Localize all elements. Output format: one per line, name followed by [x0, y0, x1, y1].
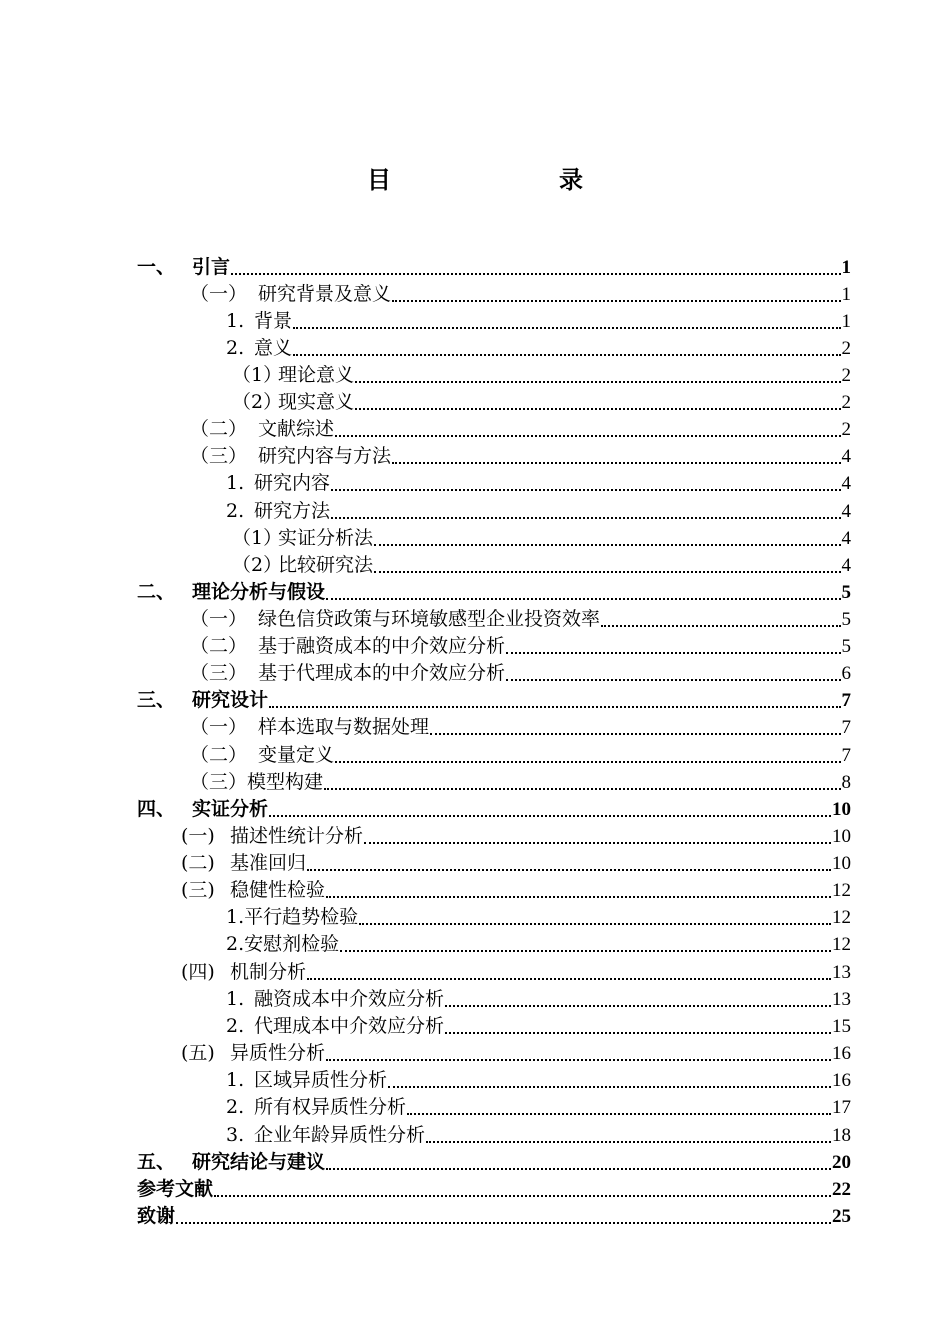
- toc-entry[interactable]: [190, 417, 851, 442]
- dot-leader: [293, 327, 840, 329]
- toc-entry-label: 实证分析法: [278, 527, 374, 549]
- toc-entry-label: 样本选取与数据处理: [258, 716, 430, 738]
- toc-entry-number: （二）: [190, 418, 248, 440]
- toc-entry-page: 4: [841, 501, 851, 522]
- toc-entry-number: 2.: [226, 1015, 245, 1037]
- toc-entry-page: 18: [832, 1125, 851, 1146]
- dot-leader: [335, 761, 840, 763]
- toc-entry-number: （2）: [232, 391, 283, 413]
- toc-entry-number: 一、: [137, 256, 176, 278]
- toc-entry-label: 研究背景及意义: [258, 283, 392, 305]
- toc-entry-number: （2）: [232, 554, 283, 576]
- toc-entry-number: （三）: [190, 662, 248, 684]
- dot-leader: [324, 788, 840, 790]
- toc-entry-label: 参考文献: [137, 1178, 214, 1200]
- toc-entry[interactable]: [137, 1177, 851, 1202]
- toc-entry-page: 17: [832, 1097, 851, 1118]
- dot-leader: [335, 435, 840, 437]
- toc-entry-label: 背景: [254, 310, 293, 332]
- toc-entry-page: 4: [841, 446, 851, 467]
- toc-entry[interactable]: [190, 661, 851, 686]
- toc-entry-page: 7: [841, 717, 851, 738]
- toc-entry-label: 变量定义: [258, 744, 335, 766]
- toc-entry[interactable]: [137, 1204, 851, 1229]
- toc-entry[interactable]: [137, 255, 851, 280]
- toc-entry-label: 基于融资成本的中介效应分析: [258, 635, 506, 657]
- toc-entry-page: 1: [841, 284, 851, 305]
- toc-entry-number: 三、: [137, 689, 176, 711]
- toc-entry-page: 5: [841, 636, 851, 657]
- toc-entry[interactable]: [226, 1014, 851, 1039]
- toc-entry-label: 致谢: [137, 1205, 176, 1227]
- toc-entry-page: 10: [832, 826, 851, 847]
- toc-entry-label: 现实意义: [278, 391, 355, 413]
- toc-entry[interactable]: [226, 932, 851, 957]
- toc-entry-label: 实证分析: [192, 798, 269, 820]
- toc-entry-label: 理论意义: [278, 364, 355, 386]
- toc-entry-label: 研究结论与建议: [192, 1151, 326, 1173]
- toc-entry-page: 4: [841, 473, 851, 494]
- toc-entry-page: 7: [841, 690, 851, 711]
- dot-leader: [331, 489, 840, 491]
- toc-entry-number: (二): [181, 852, 215, 874]
- toc-entry[interactable]: [232, 553, 851, 578]
- toc-entry-number: 2.: [226, 500, 245, 522]
- toc-entry[interactable]: [190, 743, 851, 768]
- toc-entry[interactable]: [181, 878, 851, 903]
- dot-leader: [355, 408, 840, 410]
- toc-entry[interactable]: [226, 1095, 851, 1120]
- dot-leader: [326, 1168, 831, 1170]
- toc-entry-number: （二）: [190, 635, 248, 657]
- toc-entry-page: 5: [841, 582, 851, 603]
- toc-entry-number: (三): [181, 879, 215, 901]
- toc-entry-number: (一): [181, 825, 215, 847]
- toc-entry[interactable]: [226, 499, 851, 524]
- dot-leader: [445, 1032, 831, 1034]
- toc-entry[interactable]: [181, 851, 851, 876]
- toc-entry[interactable]: [226, 987, 851, 1012]
- toc-entry-label: 代理成本中介效应分析: [254, 1015, 445, 1037]
- toc-entry[interactable]: [137, 580, 851, 605]
- toc-entry-page: 13: [832, 962, 851, 983]
- dot-leader: [506, 652, 840, 654]
- toc-entry-label: 绿色信贷政策与环境敏感型企业投资效率: [258, 608, 601, 630]
- toc-entry-label: 文献综述: [258, 418, 335, 440]
- toc-entry[interactable]: [190, 444, 851, 469]
- toc-entry-number: （一）: [190, 283, 248, 305]
- toc-entry-label: 异质性分析: [230, 1042, 326, 1064]
- toc-entry[interactable]: [226, 1123, 851, 1148]
- dot-leader: [392, 462, 840, 464]
- toc-entry-page: 16: [832, 1070, 851, 1091]
- toc-entry-number: 二、: [137, 581, 176, 603]
- toc-entry-number: 四、: [137, 798, 176, 820]
- toc-entry[interactable]: [190, 282, 851, 307]
- toc-entry[interactable]: [226, 336, 851, 361]
- toc-entry-label: 理论分析与假设: [192, 581, 326, 603]
- toc-entry-page: 10: [832, 853, 851, 874]
- toc-entry-page: 22: [832, 1179, 851, 1200]
- dot-leader: [293, 354, 840, 356]
- toc-entry-label: 研究设计: [192, 689, 269, 711]
- toc-entry-label: 区域异质性分析: [254, 1069, 388, 1091]
- toc-entry-number: 2.: [226, 337, 245, 359]
- toc-entry-number: (五): [181, 1042, 215, 1064]
- toc-entry[interactable]: [181, 960, 851, 985]
- toc-entry-number: 1.: [226, 472, 245, 494]
- toc-entry[interactable]: [226, 905, 851, 930]
- toc-entry-number: 1.: [226, 1069, 245, 1091]
- toc-entry-page: 15: [832, 1016, 851, 1037]
- toc-entry-number: （一）: [190, 716, 248, 738]
- toc-entry-number: 2.: [226, 1096, 245, 1118]
- toc-entry-page: 7: [841, 745, 851, 766]
- toc-entry-number: （二）: [190, 744, 248, 766]
- dot-leader: [326, 598, 840, 600]
- toc-entry-label: 意义: [254, 337, 293, 359]
- toc-entry[interactable]: [190, 715, 851, 740]
- dot-leader: [445, 1005, 831, 1007]
- toc-entry-label: 引言: [192, 256, 231, 278]
- toc-entry-number: （1）: [232, 364, 283, 386]
- toc-entry-page: 2: [841, 338, 851, 359]
- dot-leader: [392, 300, 840, 302]
- toc-entry-number: （1）: [232, 527, 283, 549]
- dot-leader: [359, 923, 831, 925]
- toc-entry-label: 描述性统计分析: [230, 825, 364, 847]
- dot-leader: [430, 733, 840, 735]
- dot-leader: [307, 978, 831, 980]
- dot-leader: [214, 1195, 831, 1197]
- toc-entry-label: 研究内容与方法: [258, 445, 392, 467]
- dot-leader: [506, 679, 840, 681]
- dot-leader: [355, 381, 840, 383]
- toc-entry-page: 16: [832, 1043, 851, 1064]
- dot-leader: [269, 815, 831, 817]
- toc-entry[interactable]: [226, 471, 851, 496]
- toc-entry-page: 2: [841, 392, 851, 413]
- dot-leader: [374, 544, 840, 546]
- toc-entry-label: 1.平行趋势检验: [226, 906, 359, 928]
- dot-leader: [176, 1222, 831, 1224]
- toc-entry-page: 25: [832, 1206, 851, 1227]
- dot-leader: [364, 842, 831, 844]
- toc-entry-label: 研究方法: [254, 500, 331, 522]
- toc-entry-number: （一）: [190, 608, 248, 630]
- toc-entry[interactable]: [190, 770, 851, 795]
- toc-entry-number: 五、: [137, 1151, 176, 1173]
- toc-entry-label: 机制分析: [230, 961, 307, 983]
- toc-entry-page: 1: [841, 311, 851, 332]
- toc-entry-label: 2.安慰剂检验: [226, 933, 340, 955]
- toc-entry[interactable]: [190, 634, 851, 659]
- toc-entry-page: 6: [841, 663, 851, 684]
- toc-entry-page: 2: [841, 365, 851, 386]
- toc-entry-page: 20: [832, 1152, 851, 1173]
- toc-entry[interactable]: [181, 824, 851, 849]
- toc-entry[interactable]: [137, 1150, 851, 1175]
- toc-entry[interactable]: [232, 526, 851, 551]
- dot-leader: [374, 571, 840, 573]
- dot-leader: [426, 1141, 831, 1143]
- toc-entry-number: 3.: [226, 1124, 245, 1146]
- toc-entry-label: 研究内容: [254, 472, 331, 494]
- toc-entry-label: 比较研究法: [278, 554, 374, 576]
- toc-entry-page: 1: [841, 257, 851, 278]
- dot-leader: [331, 517, 840, 519]
- toc-entry-page: 12: [832, 880, 851, 901]
- toc-entry-page: 4: [841, 528, 851, 549]
- toc-entry[interactable]: [190, 607, 851, 632]
- dot-leader: [601, 625, 840, 627]
- toc-entry-label: 融资成本中介效应分析: [254, 988, 445, 1010]
- toc-entry-label: 企业年龄异质性分析: [254, 1124, 426, 1146]
- toc-entry-label: 基于代理成本的中介效应分析: [258, 662, 506, 684]
- toc-entry-label: 稳健性检验: [230, 879, 326, 901]
- toc-entry[interactable]: [226, 309, 851, 334]
- toc-entry[interactable]: [232, 363, 851, 388]
- toc-entry-label: （三）模型构建: [190, 771, 324, 793]
- toc-entry-number: 1.: [226, 310, 245, 332]
- toc-entry[interactable]: [226, 1068, 851, 1093]
- toc-entry-page: 2: [841, 419, 851, 440]
- toc-entry[interactable]: [181, 1041, 851, 1066]
- dot-leader: [388, 1086, 831, 1088]
- toc-entry[interactable]: [232, 390, 851, 415]
- dot-leader: [326, 1059, 831, 1061]
- toc-entry[interactable]: [137, 797, 851, 822]
- dot-leader: [326, 896, 831, 898]
- dot-leader: [231, 273, 840, 275]
- dot-leader: [340, 950, 831, 952]
- toc-entry-number: (四): [181, 961, 215, 983]
- toc-entry-page: 4: [841, 555, 851, 576]
- toc-entry-page: 10: [832, 799, 851, 820]
- toc-entry-page: 13: [832, 989, 851, 1010]
- toc-entry-page: 8: [841, 772, 851, 793]
- toc-entry-number: （三）: [190, 445, 248, 467]
- toc-entry-page: 12: [832, 934, 851, 955]
- dot-leader: [407, 1113, 831, 1115]
- toc-entry-page: 5: [841, 609, 851, 630]
- dot-leader: [269, 706, 840, 708]
- toc-entry-page: 12: [832, 907, 851, 928]
- toc-entry-label: 所有权异质性分析: [254, 1096, 407, 1118]
- toc-entry[interactable]: [137, 688, 851, 713]
- toc-title: 目 录: [367, 166, 623, 194]
- toc-entry-number: 1.: [226, 988, 245, 1010]
- dot-leader: [307, 869, 831, 871]
- toc-entry-label: 基准回归: [230, 852, 307, 874]
